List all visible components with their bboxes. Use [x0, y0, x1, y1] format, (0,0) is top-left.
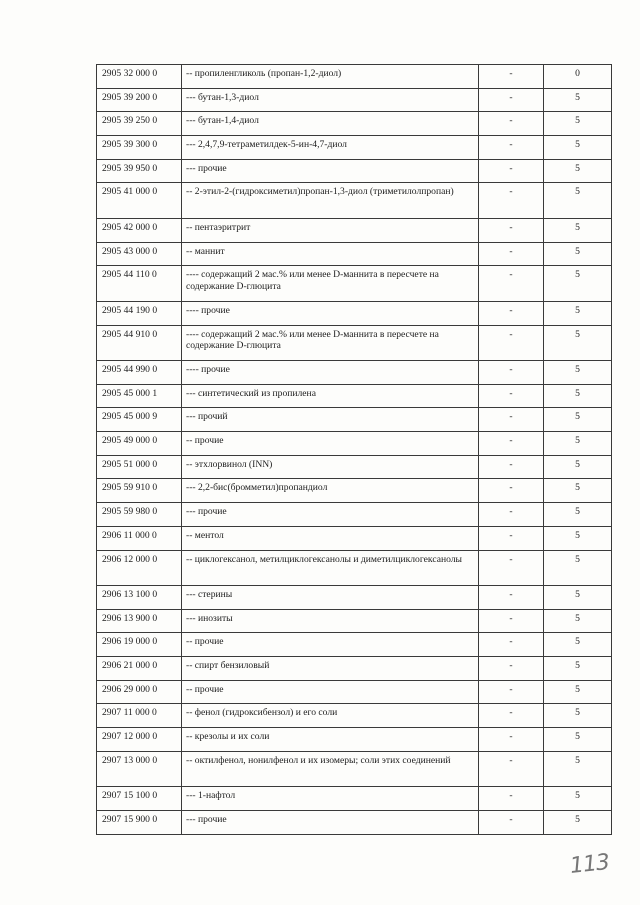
table-row	[97, 657, 612, 681]
column-3-cell: -	[479, 136, 544, 160]
description-cell: --- 1-нафтол	[182, 787, 479, 811]
page-number: 113	[568, 850, 611, 879]
duty-rate-cell: 5	[544, 704, 612, 728]
description-cell: -- этхлорвинол (INN)	[182, 455, 479, 479]
column-3-cell: -	[479, 787, 544, 811]
code-cell: 2906 29 000 0	[97, 680, 182, 704]
code-cell: 2905 51 000 0	[97, 455, 182, 479]
column-3-cell: -	[479, 408, 544, 432]
code-cell: 2907 13 000 0	[97, 751, 182, 787]
duty-rate-cell: 5	[544, 218, 612, 242]
column-3-cell: -	[479, 550, 544, 586]
description-cell: -- ментол	[182, 526, 479, 550]
description-cell: -- прочие	[182, 432, 479, 456]
column-3-cell: -	[479, 301, 544, 325]
code-cell: 2906 12 000 0	[97, 550, 182, 586]
table-row	[97, 136, 612, 160]
description-cell: --- синтетический из пропилена	[182, 384, 479, 408]
duty-rate-cell: 5	[544, 728, 612, 752]
column-3-cell: -	[479, 811, 544, 835]
description-cell: -- прочие	[182, 633, 479, 657]
code-cell: 2907 15 100 0	[97, 787, 182, 811]
table-row	[97, 455, 612, 479]
column-3-cell: -	[479, 704, 544, 728]
table-row	[97, 728, 612, 752]
description-cell: -- пропиленгликоль (пропан-1,2-диол)	[182, 65, 479, 89]
code-cell: 2905 44 190 0	[97, 301, 182, 325]
code-cell: 2906 11 000 0	[97, 526, 182, 550]
description-cell: -- октилфенол, нонилфенол и их изомеры; соли этих соединений	[182, 751, 479, 787]
code-cell: 2905 49 000 0	[97, 432, 182, 456]
code-cell: 2905 39 200 0	[97, 88, 182, 112]
table-row	[97, 384, 612, 408]
duty-rate-cell: 5	[544, 361, 612, 385]
table-row	[97, 88, 612, 112]
table-row	[97, 751, 612, 787]
description-cell: --- 2,2-бис(бромметил)пропандиол	[182, 479, 479, 503]
table-row	[97, 432, 612, 456]
description-cell: -- фенол (гидроксибензол) и его соли	[182, 704, 479, 728]
code-cell: 2905 59 910 0	[97, 479, 182, 503]
duty-rate-cell: 5	[544, 159, 612, 183]
description-cell: --- прочие	[182, 811, 479, 835]
column-3-cell: -	[479, 112, 544, 136]
duty-rate-cell: 5	[544, 112, 612, 136]
description-cell: -- 2-этил-2-(гидроксиметил)пропан-1,3-диол (триметилолпропан)	[182, 183, 479, 219]
column-3-cell: -	[479, 633, 544, 657]
column-3-cell: -	[479, 680, 544, 704]
description-cell: ---- содержащий 2 мас.% или менее D-маннита в пересчете на содержание D-глюцита	[182, 325, 479, 361]
table-row	[97, 65, 612, 89]
description-cell: -- пентаэритрит	[182, 218, 479, 242]
table-row	[97, 183, 612, 219]
table-row	[97, 526, 612, 550]
code-cell: 2905 39 950 0	[97, 159, 182, 183]
duty-rate-cell: 5	[544, 550, 612, 586]
column-3-cell: -	[479, 432, 544, 456]
duty-rate-cell: 5	[544, 503, 612, 527]
column-3-cell: -	[479, 503, 544, 527]
column-3-cell: -	[479, 65, 544, 89]
code-cell: 2905 42 000 0	[97, 218, 182, 242]
code-cell: 2905 41 000 0	[97, 183, 182, 219]
table-row	[97, 301, 612, 325]
table-row	[97, 266, 612, 302]
column-3-cell: -	[479, 242, 544, 266]
table-row	[97, 680, 612, 704]
table-row	[97, 479, 612, 503]
description-cell: -- спирт бензиловый	[182, 657, 479, 681]
duty-rate-cell: 5	[544, 479, 612, 503]
duty-rate-cell: 5	[544, 633, 612, 657]
table-row	[97, 586, 612, 610]
code-cell: 2906 13 100 0	[97, 586, 182, 610]
duty-rate-cell: 5	[544, 242, 612, 266]
duty-rate-cell: 5	[544, 586, 612, 610]
duty-rate-cell: 5	[544, 408, 612, 432]
table-row	[97, 811, 612, 835]
duty-rate-cell: 0	[544, 65, 612, 89]
duty-rate-cell: 5	[544, 384, 612, 408]
duty-rate-cell: 5	[544, 301, 612, 325]
code-cell: 2905 59 980 0	[97, 503, 182, 527]
code-cell: 2905 44 910 0	[97, 325, 182, 361]
table-row	[97, 159, 612, 183]
description-cell: --- инозиты	[182, 609, 479, 633]
column-3-cell: -	[479, 159, 544, 183]
column-3-cell: -	[479, 526, 544, 550]
duty-rate-cell: 5	[544, 811, 612, 835]
column-3-cell: -	[479, 384, 544, 408]
duty-rate-cell: 5	[544, 787, 612, 811]
code-cell: 2905 43 000 0	[97, 242, 182, 266]
tariff-table	[96, 64, 612, 835]
description-cell: --- 2,4,7,9-тетраметилдек-5-ин-4,7-диол	[182, 136, 479, 160]
code-cell: 2905 39 250 0	[97, 112, 182, 136]
table-row	[97, 609, 612, 633]
code-cell: 2907 15 900 0	[97, 811, 182, 835]
table-row	[97, 112, 612, 136]
description-cell: -- крезолы и их соли	[182, 728, 479, 752]
table-row	[97, 503, 612, 527]
duty-rate-cell: 5	[544, 325, 612, 361]
code-cell: 2905 32 000 0	[97, 65, 182, 89]
duty-rate-cell: 5	[544, 455, 612, 479]
table-row	[97, 361, 612, 385]
table-row	[97, 242, 612, 266]
description-cell: -- прочие	[182, 680, 479, 704]
table-row	[97, 704, 612, 728]
column-3-cell: -	[479, 88, 544, 112]
column-3-cell: -	[479, 266, 544, 302]
duty-rate-cell: 5	[544, 657, 612, 681]
column-3-cell: -	[479, 609, 544, 633]
column-3-cell: -	[479, 728, 544, 752]
code-cell: 2906 21 000 0	[97, 657, 182, 681]
description-cell: -- циклогексанол, метилциклогексанолы и диметилциклогексанолы	[182, 550, 479, 586]
tariff-table-body	[97, 65, 612, 835]
duty-rate-cell: 5	[544, 266, 612, 302]
column-3-cell: -	[479, 325, 544, 361]
column-3-cell: -	[479, 586, 544, 610]
duty-rate-cell: 5	[544, 88, 612, 112]
table-row	[97, 550, 612, 586]
duty-rate-cell: 5	[544, 609, 612, 633]
description-cell: --- прочие	[182, 503, 479, 527]
duty-rate-cell: 5	[544, 751, 612, 787]
column-3-cell: -	[479, 751, 544, 787]
duty-rate-cell: 5	[544, 526, 612, 550]
description-cell: --- бутан-1,3-диол	[182, 88, 479, 112]
duty-rate-cell: 5	[544, 680, 612, 704]
table-row	[97, 218, 612, 242]
table-row	[97, 633, 612, 657]
column-3-cell: -	[479, 657, 544, 681]
description-cell: ---- прочие	[182, 301, 479, 325]
duty-rate-cell: 5	[544, 136, 612, 160]
description-cell: ---- прочие	[182, 361, 479, 385]
description-cell: ---- содержащий 2 мас.% или менее D-маннита в пересчете на содержание D-глюцита	[182, 266, 479, 302]
code-cell: 2905 45 000 1	[97, 384, 182, 408]
column-3-cell: -	[479, 455, 544, 479]
code-cell: 2905 45 000 9	[97, 408, 182, 432]
description-cell: -- маннит	[182, 242, 479, 266]
code-cell: 2907 12 000 0	[97, 728, 182, 752]
column-3-cell: -	[479, 183, 544, 219]
code-cell: 2905 44 110 0	[97, 266, 182, 302]
column-3-cell: -	[479, 479, 544, 503]
code-cell: 2906 13 900 0	[97, 609, 182, 633]
description-cell: --- прочий	[182, 408, 479, 432]
table-row	[97, 325, 612, 361]
column-3-cell: -	[479, 218, 544, 242]
table-row	[97, 787, 612, 811]
code-cell: 2905 44 990 0	[97, 361, 182, 385]
code-cell: 2906 19 000 0	[97, 633, 182, 657]
column-3-cell: -	[479, 361, 544, 385]
code-cell: 2907 11 000 0	[97, 704, 182, 728]
code-cell: 2905 39 300 0	[97, 136, 182, 160]
table-row	[97, 408, 612, 432]
duty-rate-cell: 5	[544, 183, 612, 219]
duty-rate-cell: 5	[544, 432, 612, 456]
description-cell: --- стерины	[182, 586, 479, 610]
description-cell: --- бутан-1,4-диол	[182, 112, 479, 136]
description-cell: --- прочие	[182, 159, 479, 183]
